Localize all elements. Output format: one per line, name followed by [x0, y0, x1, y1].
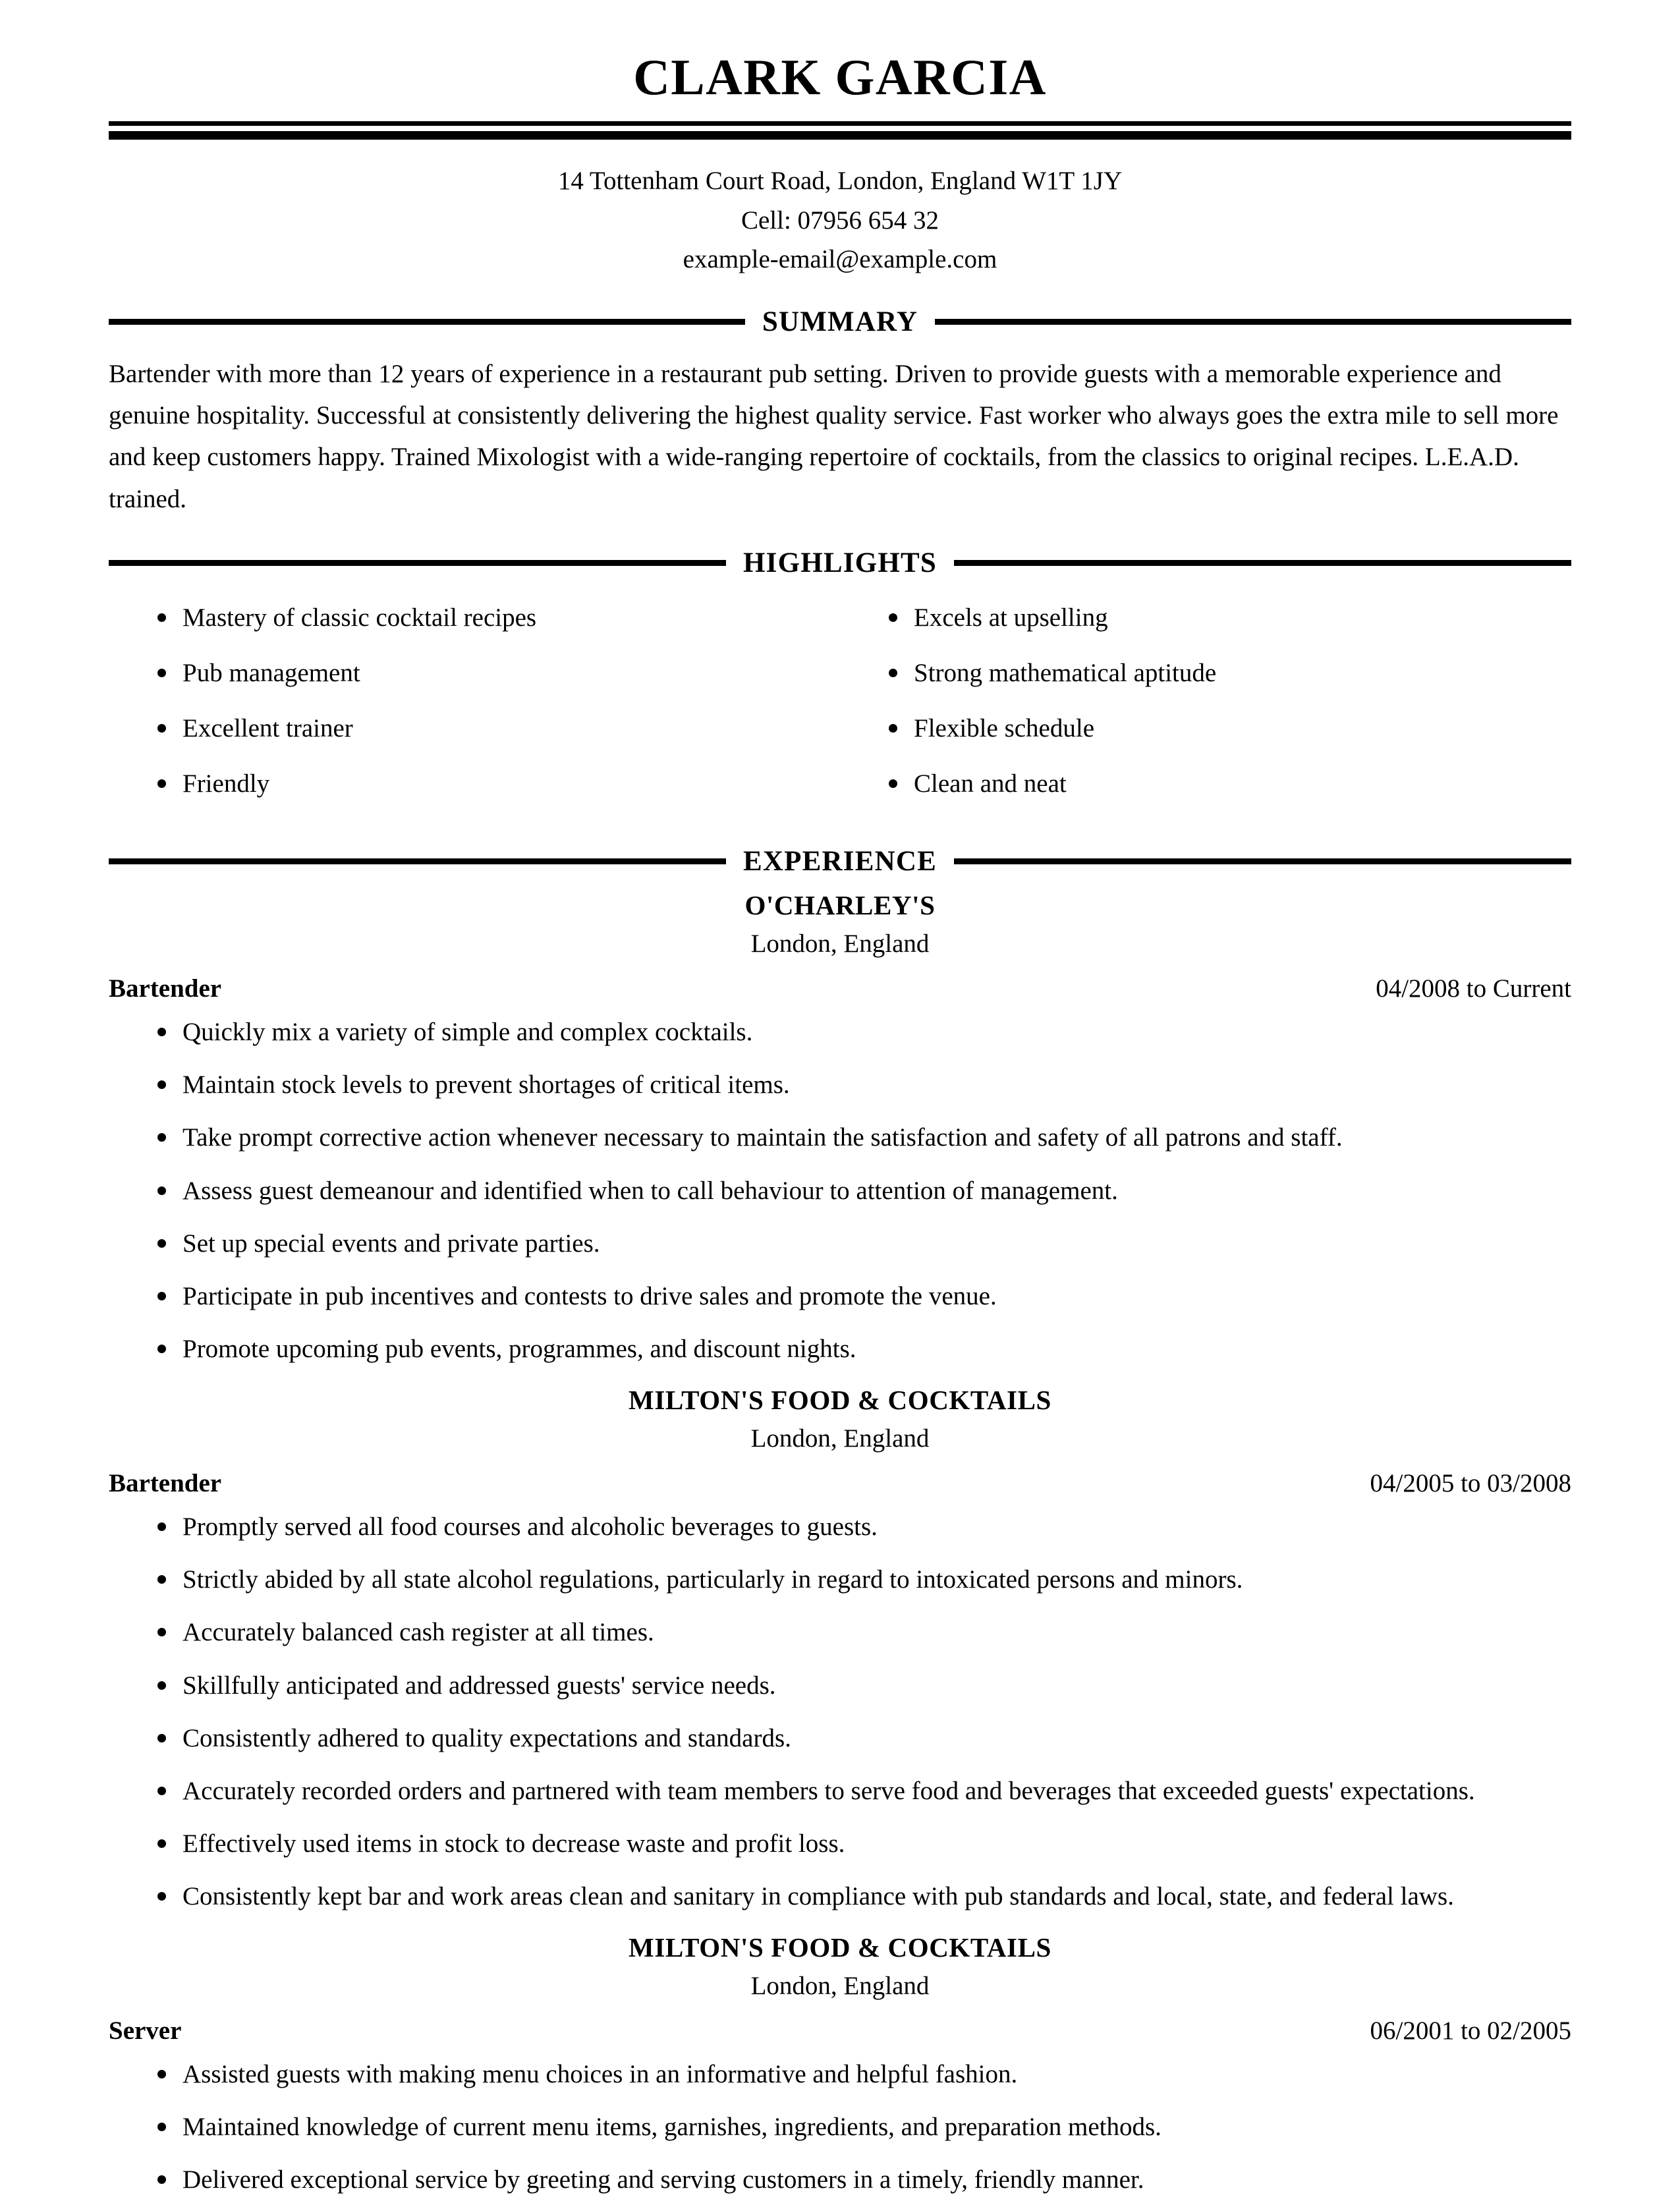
highlights-columns — [109, 597, 1571, 819]
list-item: Promptly served all food courses and alcoholic beverages to guests. — [148, 1506, 1571, 1547]
section-rule-left — [109, 858, 726, 864]
header-divider-gap — [109, 126, 1571, 131]
list-item: Maintain stock levels to prevent shortages of critical items. — [148, 1064, 1571, 1105]
list-item: Set up special events and private parties. — [148, 1223, 1571, 1264]
job-dates: 04/2005 to 03/2008 — [1370, 1469, 1571, 1498]
section-rule-right — [935, 319, 1571, 325]
section-title-summary: SUMMARY — [762, 306, 918, 338]
job-dates: 04/2008 to Current — [1376, 974, 1571, 1003]
job-dates: 06/2001 to 02/2005 — [1370, 2017, 1571, 2046]
list-item: Consistently kept bar and work areas clean and sanitary in compliance with pub standards and local, state, and federal laws. — [148, 1876, 1571, 1917]
highlights-column-left — [109, 597, 840, 819]
list-item: Promote upcoming pub events, programmes, and discount nights. — [148, 1328, 1571, 1370]
job-location: London, England — [750, 1971, 930, 2000]
list-item: Assisted guests with making menu choices in an informative and helpful fashion. — [148, 2053, 1571, 2095]
contact-email: example-email@example.com — [683, 244, 997, 273]
section-rule-left — [109, 560, 726, 566]
job-location: London, England — [750, 1424, 930, 1453]
list-item: Accurately balanced cash register at all times. — [148, 1611, 1571, 1653]
list-item: Participate in pub incentives and contests to drive sales and promote the venue. — [148, 1275, 1571, 1317]
job-title-row — [109, 2016, 1571, 2046]
header-divider-thin-rule — [109, 121, 1571, 126]
job-company-name: O'CHARLEY'S — [744, 890, 936, 921]
section-header-highlights — [109, 549, 1571, 577]
list-item: Skillfully anticipated and addressed guests' service needs. — [148, 1665, 1571, 1706]
list-item: Pub management — [148, 652, 840, 694]
list-item: Clean and neat — [880, 763, 1571, 804]
list-item: Flexible schedule — [880, 708, 1571, 749]
contact-phone: Cell: 07956 654 32 — [741, 206, 939, 235]
job-location: London, England — [750, 929, 930, 958]
section-rule-left — [109, 319, 745, 325]
contact-block — [109, 161, 1571, 279]
job-responsibilities-list — [109, 2053, 1571, 2201]
list-item: Accurately recorded orders and partnered with team members to serve food and beverages that exceeded guests' expectations. — [148, 1770, 1571, 1812]
list-item: Maintained knowledge of current menu items, garnishes, ingredients, and preparation methods. — [148, 2106, 1571, 2148]
highlights-list-right — [880, 597, 1571, 805]
section-title-highlights: HIGHLIGHTS — [743, 547, 937, 578]
section-header-experience — [109, 847, 1571, 876]
highlights-list-left — [148, 597, 840, 805]
list-item: Strictly abided by all state alcohol regulations, particularly in regard to intoxicated persons and minors. — [148, 1559, 1571, 1600]
job-responsibilities-list — [109, 1506, 1571, 1917]
list-item: Strong mathematical aptitude — [880, 652, 1571, 694]
list-item: Excellent trainer — [148, 708, 840, 749]
section-rule-right — [954, 560, 1571, 566]
highlights-column-right — [840, 597, 1571, 819]
job-title: Server — [109, 2017, 182, 2046]
list-item: Assess guest demeanour and identified when to call behaviour to attention of management. — [148, 1170, 1571, 1212]
experience-entry — [109, 886, 1571, 1370]
list-item: Excels at upselling — [880, 597, 1571, 638]
header-divider-thick-rule — [109, 131, 1571, 140]
contact-address: 14 Tottenham Court Road, London, England W1T 1JY — [557, 167, 1123, 196]
section-header-summary — [109, 308, 1571, 336]
job-company-name: MILTON'S FOOD & COCKTAILS — [629, 1932, 1051, 1963]
job-title-row — [109, 974, 1571, 1003]
job-title-row — [109, 1468, 1571, 1498]
summary-paragraph: Bartender with more than 12 years of experience in a restaurant pub setting. Driven to provide guests with a memorable experience and genuine hospitality. Successful at consistently delivering the highest quality service. Fast worker who always goes the extra mile to sell more and keep customers happy. Trained Mixologist with a wide-ranging repertoire of cocktails, from the classics to original recipes. L.E.A.D. trained. — [109, 360, 1559, 513]
list-item: Take prompt corrective action whenever necessary to maintain the satisfaction and safety of all patrons and staff. — [148, 1117, 1571, 1158]
header-divider — [109, 121, 1571, 140]
list-item: Mastery of classic cocktail recipes — [148, 597, 840, 638]
job-responsibilities-list — [109, 1011, 1571, 1370]
section-rule-right — [954, 858, 1571, 864]
experience-entry — [109, 1928, 1571, 2200]
candidate-name: CLARK GARCIA — [633, 49, 1047, 105]
job-company-name: MILTON'S FOOD & COCKTAILS — [629, 1385, 1051, 1416]
list-item: Quickly mix a variety of simple and complex cocktails. — [148, 1011, 1571, 1053]
job-title: Bartender — [109, 974, 222, 1003]
job-title: Bartender — [109, 1469, 222, 1498]
list-item: Effectively used items in stock to decrease waste and profit loss. — [148, 1823, 1571, 1864]
list-item: Friendly — [148, 763, 840, 804]
list-item: Delivered exceptional service by greeting and serving customers in a timely, friendly manner. — [148, 2159, 1571, 2200]
experience-entry — [109, 1381, 1571, 1917]
resume-header — [109, 0, 1571, 140]
section-title-experience: EXPERIENCE — [743, 846, 937, 878]
list-item: Consistently adhered to quality expectations and standards. — [148, 1717, 1571, 1759]
